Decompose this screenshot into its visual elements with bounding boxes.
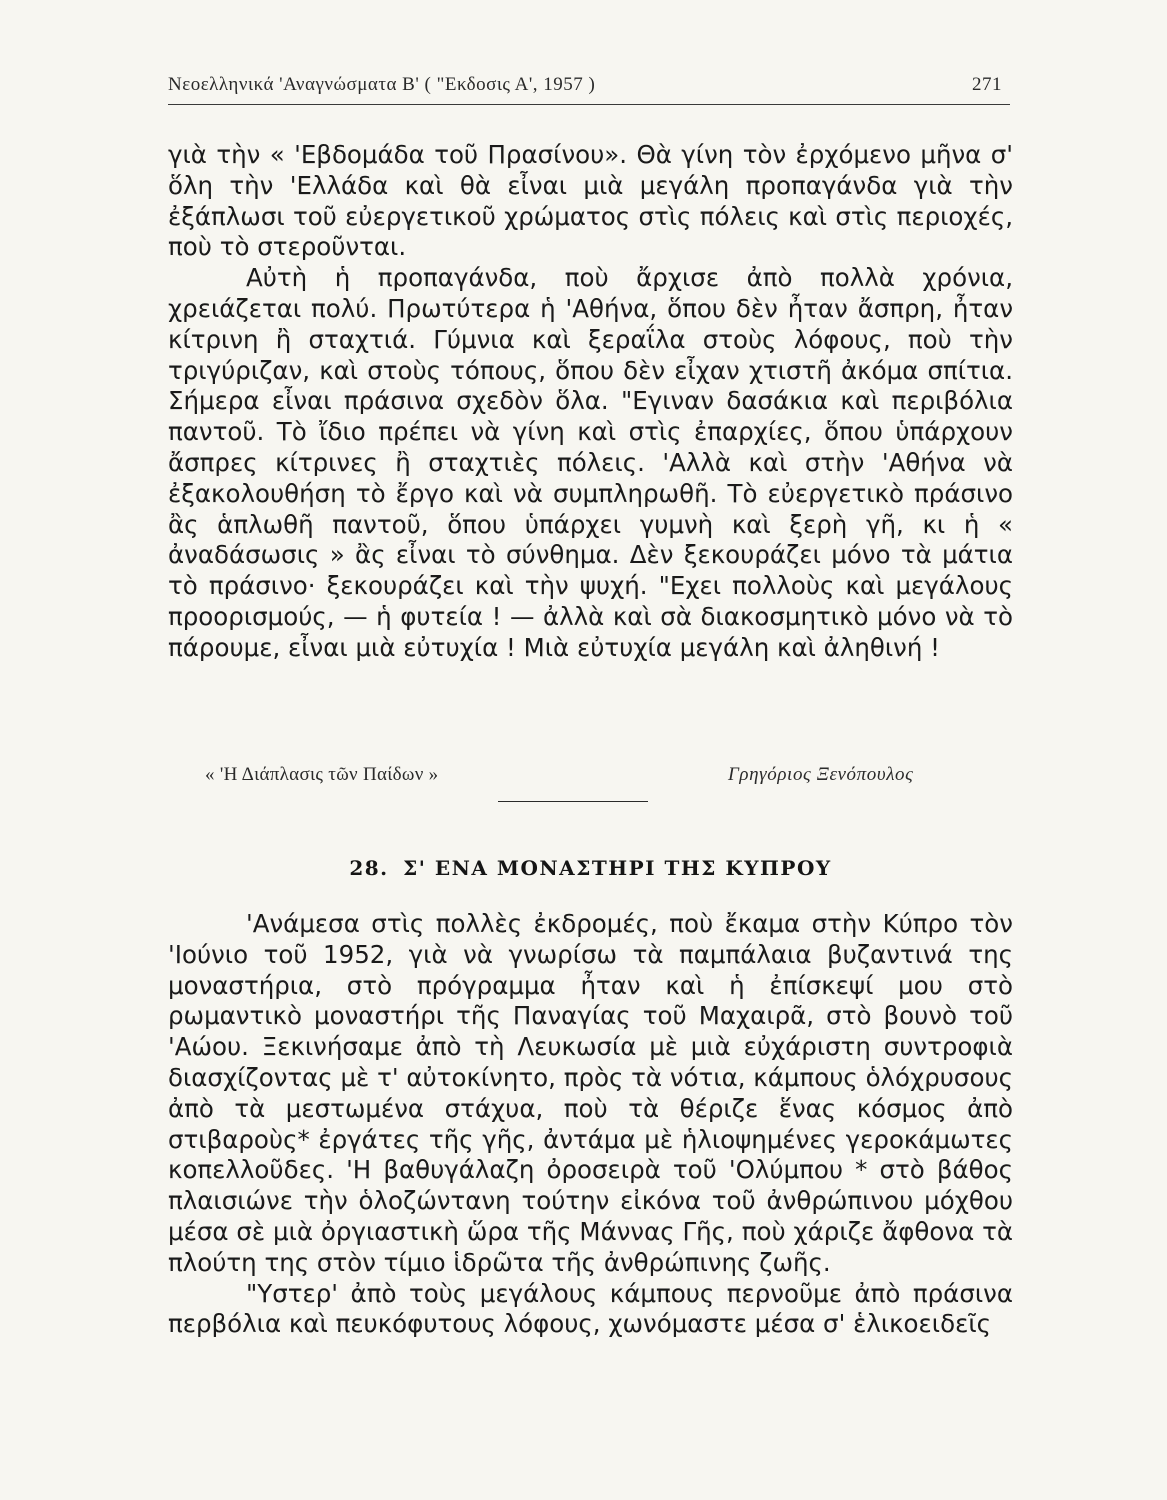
source-citation: « 'Η Διάπλασις τῶν Παίδων » [205,764,439,785]
paragraph: "Υστερ' ἀπὸ τοὺς μεγάλους κάμπους περνοῦμε ἀπὸ πράσινα περβόλια καὶ πευκόφυτους λόφους, χωνόμαστε μέσα σ' ἑλικοειδεῖς [168,1278,1013,1339]
header-rule [168,104,1010,105]
paragraph: Αὐτὴ ἡ προπαγάνδα, ποὺ ἄρχισε ἀπὸ πολλὰ χρόνια, χρειάζεται πολύ. Πρωτύτερα ἡ 'Αθήνα, ὅπου δὲν ἦταν ἄσπρη, ἦταν κίτρινη ἢ σταχτιά. Γύμνια καὶ ξεραΐλα στοὺς λόφους, ποὺ τὴν τριγύριζαν, καὶ στοὺς τόπους, ὅπου δὲν εἶχαν χτιστῆ ἀκόμα σπίτια. Σήμερα εἶναι πράσινα σχεδὸν ὅλα. "Εγιναν δασάκια καὶ περιβόλια παντοῦ. Τὸ ἴδιο πρέπει νὰ γίνη καὶ στὶς ἐπαρχίες, ὅπου ὑπάρχουν ἄσπρες κίτρινες ἢ σταχτιὲς πόλεις. 'Αλλὰ καὶ στὴν 'Αθήνα νὰ ἐξακολουθήση τὸ ἔργο καὶ νὰ συμπληρωθῆ. Τὸ εὐεργετικὸ πράσινο ἂς ἁπλωθῆ παντοῦ, ὅπου ὑπάρχει γυμνὴ καὶ ξερὴ γῆ, κι ἡ « ἀναδάσωσις » ἂς εἶναι τὸ σύνθημα. Δὲν ξεκουράζει μόνο τὰ μάτια τὸ πράσινο· ξεκουράζει καὶ τὴν ψυχή. "Εχει πολλοὺς καὶ μεγάλους προορισμούς, — ἡ φυτεία ! — ἀλλὰ καὶ σὰ διακοσμητικὸ μόνο νὰ τὸ πάρουμε, εἶναι μιὰ εὐτυχία ! Μιὰ εὐτυχία μεγάλη καὶ ἀληθινή ! [168,263,1013,662]
author-name: Γρηγόριος Ξενόπουλος [728,764,914,785]
section-divider [498,801,648,802]
chapter-heading [168,856,1013,880]
passage-cyprus-monastery [168,909,1013,1340]
paragraph: 'Ανάμεσα στὶς πολλὲς ἐκδρομές, ποὺ ἔκαμα στὴν Κύπρο τὸν 'Ιούνιο τοῦ 1952, γιὰ νὰ γνωρίσω τὰ παμπάλαια βυζαντινά της μοναστήρια, στὸ πρόγραμμα ἦταν καὶ ἡ ἐπίσκεψί μου στὸ ρωμαντικὸ μοναστήρι τῆς Παναγίας τοῦ Μαχαιρᾶ, στὸ βουνὸ τοῦ 'Αώου. Ξεκινήσαμε ἀπὸ τὴ Λευκωσία μὲ μιὰ εὐχάριστη συντροφιὰ διασχίζοντας μὲ τ' αὐτοκίνητο, πρὸς τὰ νότια, κάμπους ὁλόχρυσους ἀπὸ τὰ μεστωμένα στάχυα, ποὺ τὰ θέριζε ἕνας κόσμος ἀπὸ στιβαροὺς* ἐργάτες τῆς γῆς, ἀντάμα μὲ ἡλιοψημένες γεροκάμωτες κοπελλοῦδες. 'Η βαθυγάλαζη ὀροσειρὰ τοῦ 'Ολύμπου * στὸ βάθος πλαισιώνε τὴν ὁλοζώντανη τούτην εἰκόνα τοῦ ἀνθρώπινου μόχθου μέσα σὲ μιὰ ὀργιαστικὴ ὥρα τῆς Μάννας Γῆς, ποὺ χάριζε ἄφθονα τὰ πλούτη της στὸν τίμιο ἱδρῶτα τῆς ἀνθρώπινης ζωῆς. [168,909,1013,1277]
running-head [168,74,1010,96]
paragraph: γιὰ τὴν « 'Εβδομάδα τοῦ Πρασίνου». Θὰ γίνη τὸν ἐρχόμενο μῆνα σ' ὅλη τὴν 'Ελλάδα καὶ θὰ εἶναι μιὰ μεγάλη προπαγάνδα γιὰ τὴν ἐξάπλωσι τοῦ εὐεργετικοῦ χρώματος στὶς πόλεις καὶ στὶς περιοχές, ποὺ τὸ στεροῦνται. [168,140,1013,262]
page-number: 271 [972,74,1002,95]
passage-green-week [168,140,1013,664]
chapter-title: Σ' ΕΝΑ ΜΟΝΑΣΤΗΡΙ ΤΗΣ ΚΥΠΡΟΥ [403,856,832,880]
running-head-title: Νεοελληνικά 'Αναγνώσματα Β' ( "Εκδοσις Α', 1957 ) [168,74,596,95]
chapter-number: 28. [349,856,389,880]
